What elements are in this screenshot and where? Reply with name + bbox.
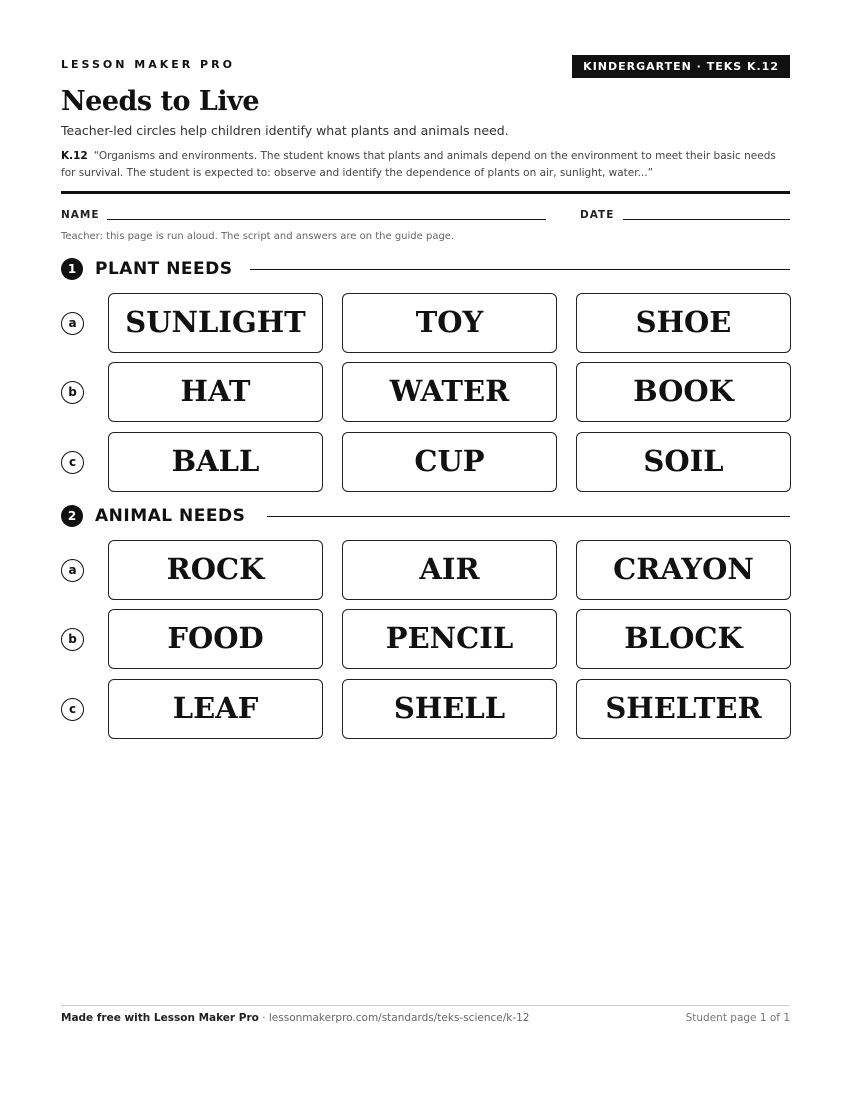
page-title: Needs to Live: [61, 86, 260, 117]
standard-text: “Organisms and environments. The student knows that plants and animals depend on the environment to meet their basic needs for survival. The student is expected to: observe and identify the dependence of plants on air, sunlight, water...”: [61, 150, 776, 179]
choice-card[interactable]: BOOK: [576, 362, 791, 422]
choice-card[interactable]: CRAYON: [576, 540, 791, 600]
choice-card[interactable]: ROCK: [108, 540, 323, 600]
choice-card[interactable]: CUP: [342, 432, 557, 492]
choice-card[interactable]: SHOE: [576, 293, 791, 353]
choice-card[interactable]: SUNLIGHT: [108, 293, 323, 353]
footer-credit: [61, 1012, 529, 1024]
standard-description: [61, 148, 790, 182]
footer-made-with: Made free with Lesson Maker Pro: [61, 1012, 259, 1024]
question-row: [61, 432, 790, 492]
choice-card[interactable]: SHELL: [342, 679, 557, 739]
choice-card[interactable]: FOOD: [108, 609, 323, 669]
row-letter: a: [61, 559, 84, 582]
teacher-note: Teacher: this page is run aloud. The script and answers are on the guide page.: [61, 231, 455, 242]
choice-card[interactable]: SHELTER: [576, 679, 791, 739]
row-letter: c: [61, 698, 84, 721]
standard-code: K.12: [61, 150, 88, 162]
choice-card[interactable]: PENCIL: [342, 609, 557, 669]
choice-card[interactable]: BALL: [108, 432, 323, 492]
choice-card[interactable]: TOY: [342, 293, 557, 353]
question-row: [61, 540, 790, 600]
section-animal-needs: [61, 505, 790, 529]
section-title: PLANT NEEDS: [95, 259, 233, 279]
choice-card[interactable]: SOIL: [576, 432, 791, 492]
page-subtitle: Teacher-led circles help children identify what plants and animals need.: [61, 123, 509, 138]
section-number: 2: [61, 505, 83, 527]
footer-url[interactable]: lessonmakerpro.com/standards/teks-science/k-12: [268, 1012, 530, 1024]
date-label: DATE: [580, 209, 615, 221]
row-letter: a: [61, 312, 84, 335]
footer-page-number: Student page 1 of 1: [685, 1012, 790, 1024]
header-divider: [61, 191, 790, 194]
choice-card[interactable]: HAT: [108, 362, 323, 422]
section-divider: [250, 269, 790, 270]
choice-card[interactable]: LEAF: [108, 679, 323, 739]
row-letter: b: [61, 628, 84, 651]
question-row: [61, 293, 790, 353]
question-row: [61, 679, 790, 739]
row-letter: b: [61, 381, 84, 404]
section-title: ANIMAL NEEDS: [95, 506, 246, 526]
section-plant-needs: [61, 258, 790, 282]
worksheet-page: [61, 0, 790, 1100]
brand-name: LESSON MAKER PRO: [61, 58, 235, 71]
question-row: [61, 362, 790, 422]
question-row: [61, 609, 790, 669]
footer-divider: [61, 1005, 790, 1006]
grade-standard-badge: KINDERGARTEN · TEKS K.12: [572, 55, 790, 78]
choice-card[interactable]: AIR: [342, 540, 557, 600]
choice-card[interactable]: WATER: [342, 362, 557, 422]
name-date-row: [61, 207, 790, 223]
date-field[interactable]: [623, 219, 790, 220]
row-letter: c: [61, 451, 84, 474]
section-divider: [267, 516, 790, 517]
name-label: NAME: [61, 209, 100, 221]
choice-card[interactable]: BLOCK: [576, 609, 791, 669]
section-number: 1: [61, 258, 83, 280]
footer-separator: ·: [258, 1012, 269, 1024]
name-field[interactable]: [107, 219, 546, 220]
